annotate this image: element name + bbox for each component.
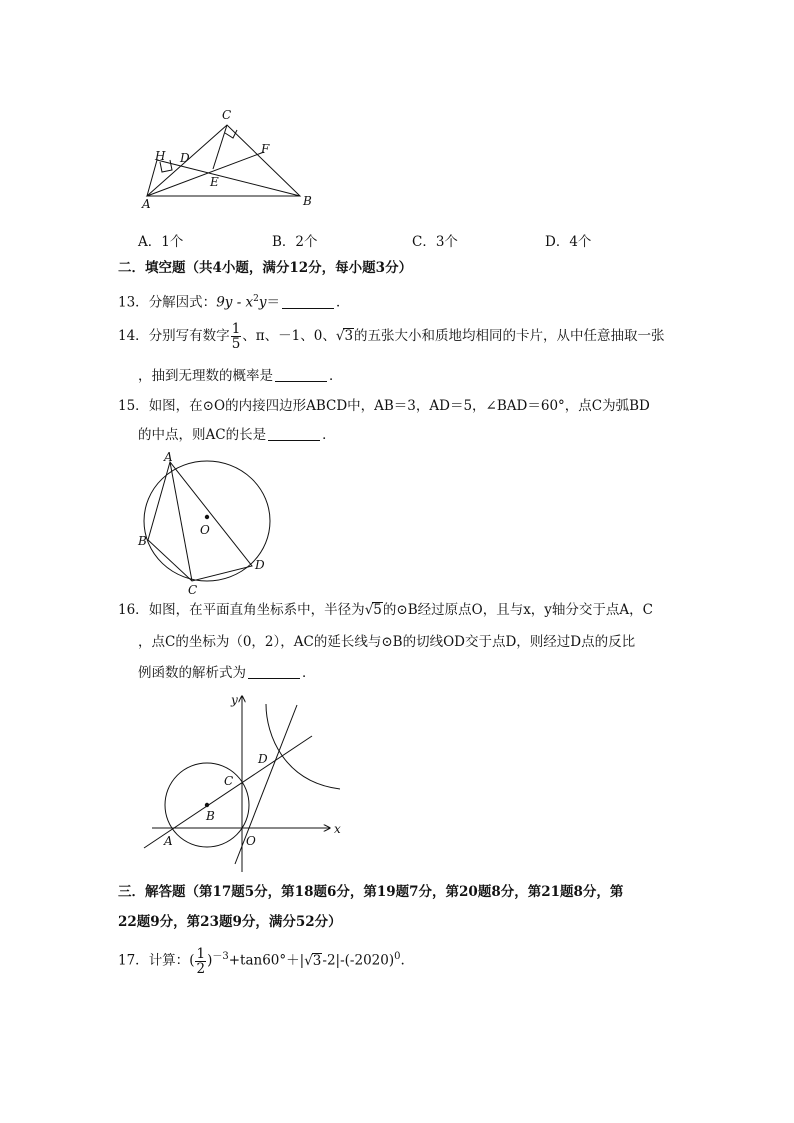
q14-frac-num: 1 <box>231 321 241 337</box>
q17-frac-num: 1 <box>196 945 206 962</box>
q12-option-d: D．4个 <box>545 234 592 250</box>
label-b: B <box>206 809 215 823</box>
q15-line-2-text: 的中点，则AC的长是 <box>138 427 267 443</box>
q15-answer-blank <box>268 426 320 441</box>
label-h: H <box>155 149 166 163</box>
q13-answer-blank <box>282 294 334 309</box>
q14-frac-den: 5 <box>231 336 241 352</box>
q14-end: ． <box>329 368 343 384</box>
q14-text-1: 分别写有数字 <box>148 328 230 344</box>
q17-sqrt-value: 3 <box>312 952 322 969</box>
question-16-line-2: ，点C的坐标为（0，2），AC的延长线与⊙B的切线OD交于点D，则经过D点的反比 <box>138 634 636 650</box>
label-e: E <box>210 175 219 189</box>
label-a: A <box>164 834 173 848</box>
q17-exp-1: －3 <box>212 951 229 962</box>
label-b: B <box>303 194 312 208</box>
q15-circle-figure <box>130 448 280 597</box>
label-c: C <box>222 108 232 122</box>
label-b: B <box>138 534 147 548</box>
q14-fraction <box>231 322 242 351</box>
q13-expr-b: y <box>258 294 267 311</box>
q16-answer-blank <box>248 664 300 679</box>
q12-option-b: B．2个 <box>272 234 318 250</box>
q13-text: 分解因式： <box>148 294 217 311</box>
q14-line-2-text: ，抽到无理数的概率是 <box>138 368 273 384</box>
paren-open: ( <box>189 952 195 969</box>
question-13 <box>118 289 350 313</box>
q15-line-1-text: 如图，在⊙O的内接四边形ABCD中，AB＝3，AD＝5，∠BAD＝60°，点C为弧BD <box>148 398 650 414</box>
section-3-title-line-1: 三．解答题（第17题5分，第18题6分，第19题7分，第20题8分，第21题8分，第 <box>118 884 624 900</box>
question-15-line-1 <box>118 396 650 416</box>
q14-mid: 、π、－1、0、 <box>242 328 336 344</box>
quadrilateral-abcd <box>148 462 252 581</box>
q17-number: 17． <box>118 952 149 969</box>
label-x: x <box>334 822 341 836</box>
sqrt-symbol: √ <box>335 328 345 344</box>
label-y: y <box>231 693 238 707</box>
center-b-point <box>205 803 209 807</box>
segment-ah <box>147 160 157 196</box>
paren-close: ) <box>207 952 213 969</box>
q16-coordinate-figure <box>140 690 350 875</box>
q17-rest: -2|-(-2020) <box>322 952 395 969</box>
q12-triangle-figure <box>130 100 330 215</box>
q12-option-c: C．3个 <box>412 234 458 250</box>
q17-fraction <box>195 947 206 976</box>
label-d: D <box>255 558 265 572</box>
sqrt-symbol: √ <box>304 952 313 969</box>
q15-number: 15． <box>118 398 149 414</box>
question-14-line-2 <box>138 366 343 386</box>
q13-expr-a: 9y - x <box>216 294 254 311</box>
question-14-line-1 <box>118 322 665 351</box>
section-3-title-line-2: 22题9分，第23题9分，满分52分） <box>118 914 342 930</box>
q14-answer-blank <box>275 367 327 382</box>
q16-end: ． <box>302 665 316 681</box>
center-o-point <box>205 515 209 519</box>
question-16-line-1 <box>118 600 653 620</box>
q16-sqrt-value: 5 <box>373 602 382 618</box>
q17-mid: +tan60°＋| <box>228 952 305 969</box>
label-f: F <box>261 142 270 156</box>
right-angle-c <box>225 130 237 138</box>
label-d: D <box>180 151 190 165</box>
label-a: A <box>164 450 173 464</box>
q12-option-a: A．1个 <box>138 234 184 250</box>
q16-line-1a: 如图，在平面直角坐标系中，半径为 <box>148 602 365 618</box>
q14-number: 14． <box>118 328 149 344</box>
q14-sqrt-value: 3 <box>344 328 354 344</box>
q13-number: 13． <box>118 294 149 311</box>
label-a: A <box>142 197 151 211</box>
label-d: D <box>258 752 268 766</box>
q13-eq: ＝ <box>266 294 281 311</box>
label-c: C <box>224 774 234 788</box>
q13-end: ． <box>336 294 350 311</box>
q16-line-1b: 的⊙B经过原点O，且与x，y轴分交于点A，C <box>382 602 654 618</box>
label-c: C <box>188 583 198 597</box>
line-od <box>235 705 297 864</box>
sqrt-symbol: √ <box>364 602 374 618</box>
q17-text: 计算： <box>148 952 190 969</box>
circle-o <box>144 461 270 581</box>
section-2-title: 二．填空题（共4小题，满分12分，每小题3分） <box>118 260 413 276</box>
question-17 <box>118 944 405 976</box>
q17-exp-2: 0 <box>394 951 401 962</box>
q15-end: ． <box>322 427 336 443</box>
hyperbola-branch <box>266 704 340 789</box>
q17-end: . <box>400 952 405 969</box>
q14-text-2: 的五张大小和质地均相同的卡片，从中任意抽取一张 <box>354 328 665 344</box>
q16-line-3-text: 例函数的解析式为 <box>138 665 246 681</box>
q16-number: 16． <box>118 602 149 618</box>
question-16-line-3 <box>138 663 316 683</box>
q13-exp: 2 <box>253 294 259 304</box>
label-o: O <box>200 523 210 537</box>
q17-frac-den: 2 <box>196 960 206 977</box>
line-ac <box>144 736 312 848</box>
label-o: O <box>246 834 256 848</box>
question-15-line-2 <box>138 425 336 445</box>
